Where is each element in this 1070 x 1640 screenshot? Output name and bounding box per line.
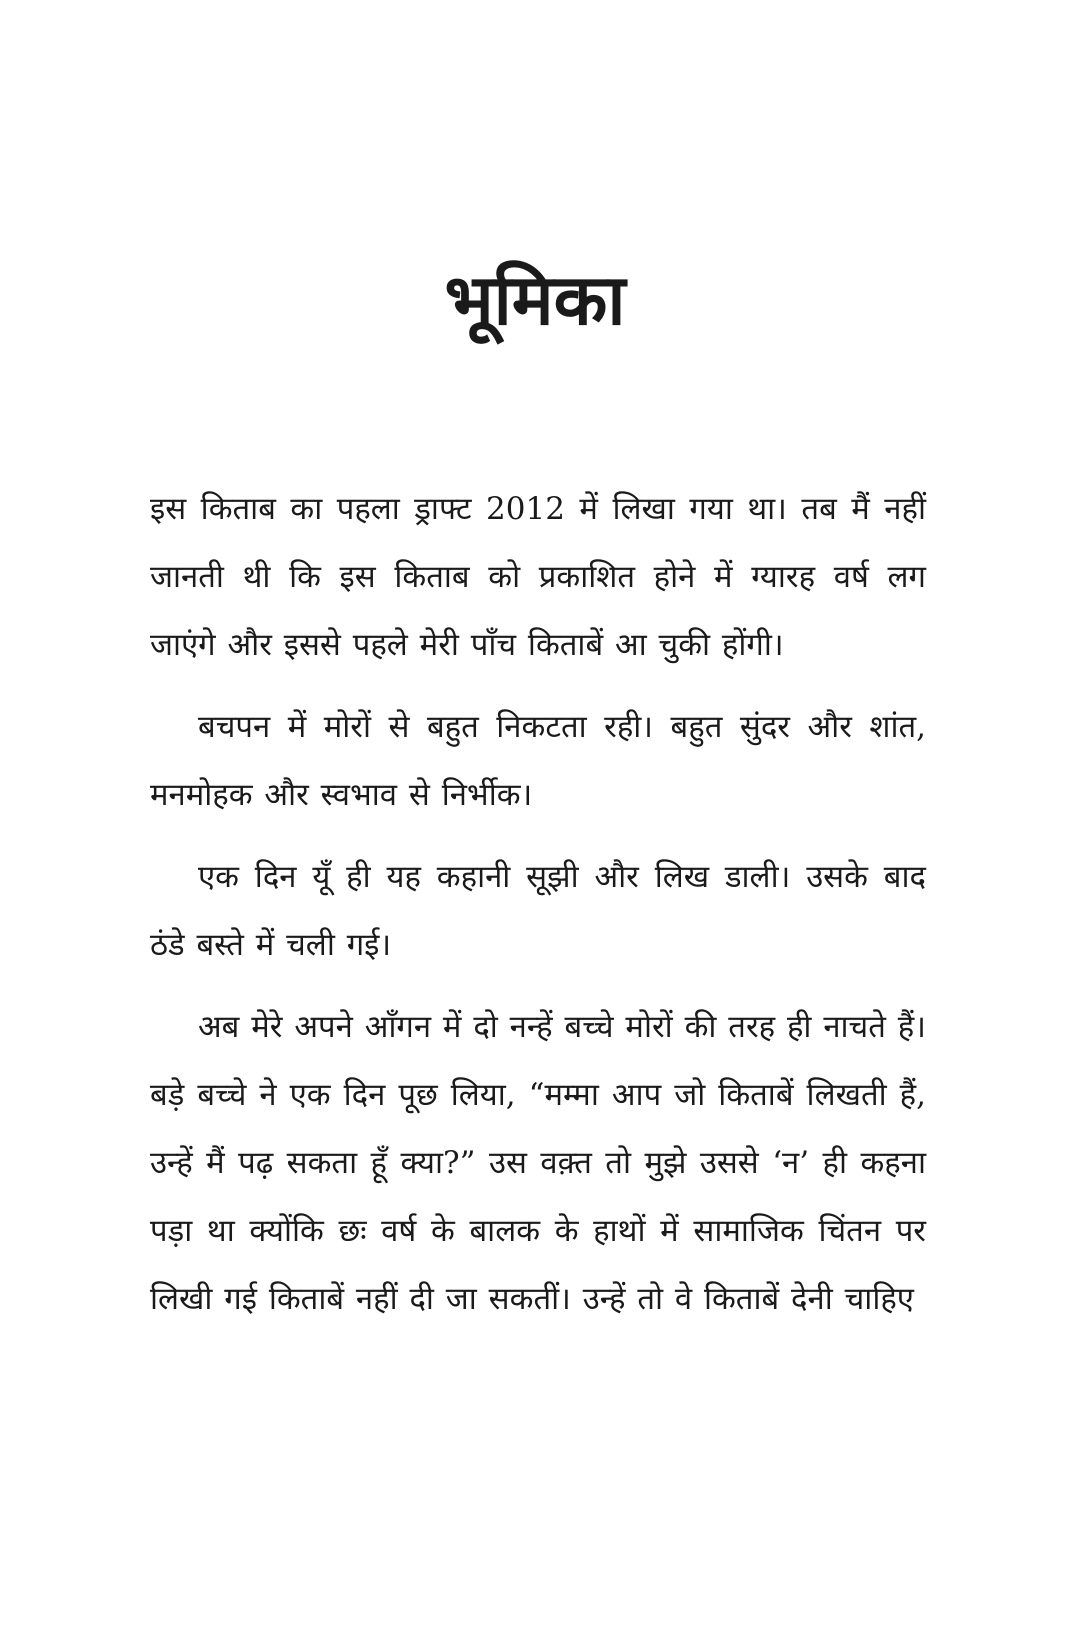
paragraph-4: अब मेरे अपने आँगन में दो नन्हें बच्चे मोरों की तरह ही नाचते हैं। बड़े बच्चे ने एक दिन पूछ लिया, “मम्मा आप जो किताबें लिखती हैं, उन्हें मैं पढ़ सकता हूँ क्या?” उस वक़्त तो मुझे उससे ‘न’ ही कहना पड़ा था क्योंकि छः वर्ष के बालक के हाथों में सामाजिक चिंतन पर लिखी गई किताबें नहीं दी जा सकतीं। उन्हें तो वे किताबें देनी चाहिए [150,1009,926,1317]
paragraph-3: एक दिन यूँ ही यह कहानी सूझी और लिख डाली। उसके बाद ठंडे बस्ते में चली गई। [150,859,926,963]
page-title: भूमिका [444,259,626,341]
paragraph-2: बचपन में मोरों से बहुत निकटता रही। बहुत सुंदर और शांत, मनमोहक और स्वभाव से निर्भीक। [150,709,926,813]
body-text [150,475,926,1347]
paragraph-1: इस किताब का पहला ड्राफ्ट 2012 में लिखा गया था। तब मैं नहीं जानती थी कि इस किताब को प्रकाशित होने में ग्यारह वर्ष लग जाएंगे और इससे पहले मेरी पाँच किताबें आ चुकी होंगी। [150,491,926,663]
